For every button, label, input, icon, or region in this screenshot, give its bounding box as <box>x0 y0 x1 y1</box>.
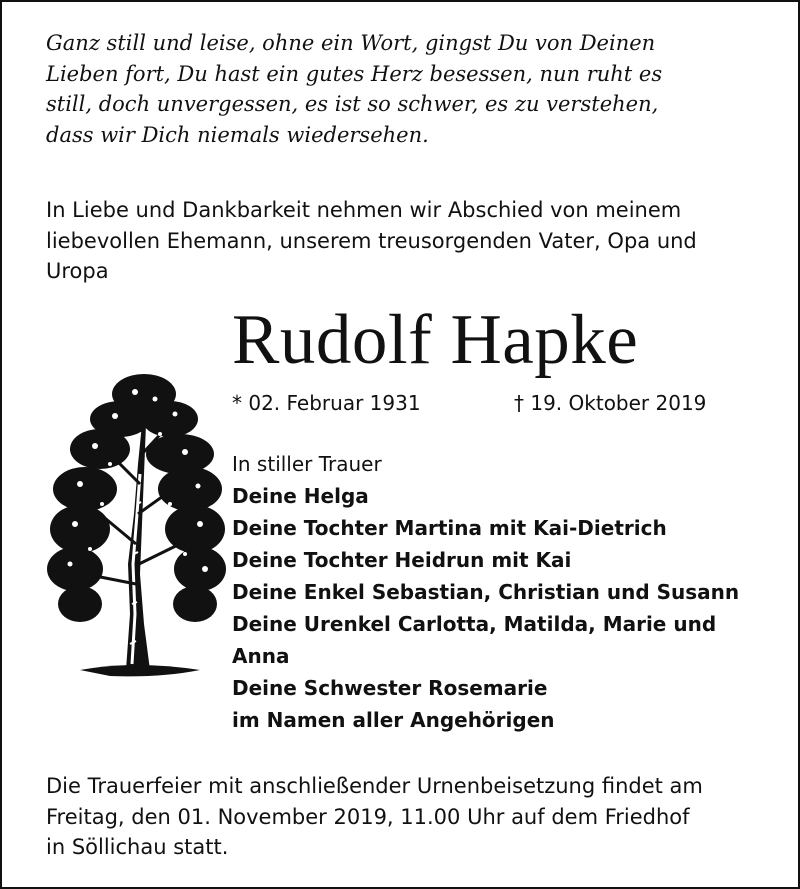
poem-line: Ganz still und leise, ohne ein Wort, gingst Du von Deinen <box>46 31 656 55</box>
funeral-notice <box>46 771 776 863</box>
poem-line: Lieben fort, Du hast ein gutes Herz besessen, nun ruht es <box>46 61 663 86</box>
mourner-line: Deine Enkel Sebastian, Christian und Susann <box>232 580 740 604</box>
mourner-line: Anna <box>232 644 290 668</box>
poem-line: still, doch unvergessen, es ist so schwer, es zu verstehen, <box>46 92 659 116</box>
ceremony-line: Freitag, den 01. November 2019, 11.00 Uhr auf dem Friedhof <box>46 804 690 829</box>
intro-line: liebevollen Ehemann, unserem treusorgenden Vater, Opa und <box>46 228 697 253</box>
birch-tree-icon <box>40 364 230 682</box>
mourning-intro: In stiller Trauer <box>232 452 382 476</box>
intro-line: Uropa <box>46 259 109 283</box>
farewell-intro <box>46 195 776 287</box>
deceased-name: Rudolf Hapke <box>232 301 639 379</box>
mourners-list <box>232 448 777 736</box>
mourner-line: Deine Tochter Martina mit Kai-Dietrich <box>232 516 667 540</box>
mourner-line: Deine Schwester Rosemarie <box>232 676 548 700</box>
birth-date: * 02. Februar 1931 <box>232 391 421 415</box>
mourner-line: Deine Tochter Heidrun mit Kai <box>232 548 572 572</box>
mourner-line: im Namen aller Angehörigen <box>232 708 555 732</box>
intro-line: In Liebe und Dankbarkeit nehmen wir Abschied von meinem <box>46 198 682 222</box>
poem <box>46 28 776 150</box>
poem-line: dass wir Dich niemals wiedersehen. <box>46 122 429 147</box>
mourner-line: Deine Helga <box>232 484 369 508</box>
mourner-line: Deine Urenkel Carlotta, Matilda, Marie und <box>232 612 717 636</box>
ceremony-line: in Söllichau statt. <box>46 835 229 859</box>
death-date: † 19. Oktober 2019 <box>514 391 707 415</box>
ceremony-line: Die Trauerfeier mit anschließender Urnenbeisetzung findet am <box>46 774 703 798</box>
